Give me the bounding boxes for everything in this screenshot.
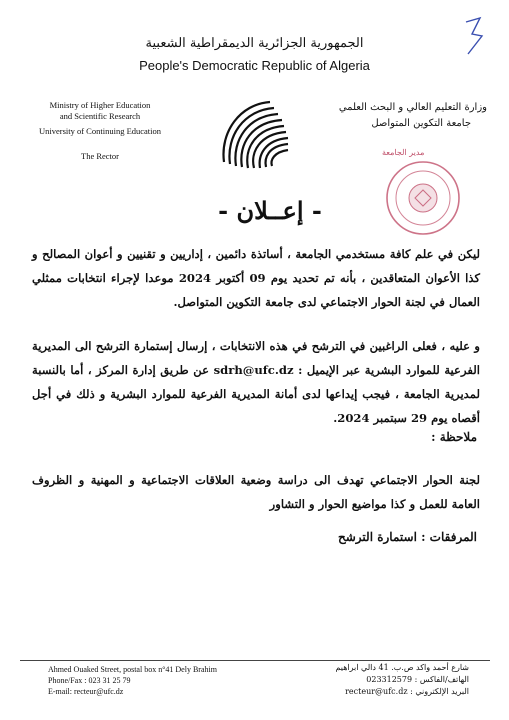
footer-right [335, 662, 469, 698]
republic-title-ar: الجمهورية الجزائرية الديمقراطية الشعبية [145, 36, 364, 51]
address-en: Ahmed Ouaked Street, postal box n°41 Dely Brahim [48, 665, 217, 674]
attachments-line: المرفقات : استمارة الترشح [338, 530, 477, 544]
rector-label: The Rector [81, 151, 119, 161]
phone-en: Phone/Fax : 023 31 25 79 [48, 676, 131, 685]
university-name: University of Continuing Education [38, 126, 162, 136]
signature-mark [460, 14, 492, 60]
announcement-title: - إعــلان - [218, 196, 322, 225]
stamp-icon [368, 150, 468, 240]
address-ar: شارع أحمد واكد ص.ب. 41 دالي ابراهيم [335, 663, 469, 672]
footer-left [48, 664, 217, 697]
republic-title-en: People's Democratic Republic of Algeria [139, 58, 370, 73]
ministry-ar: وزارة التعليم العالي و البحث العلمي [338, 102, 487, 113]
paragraph-1: ليكن في علم كافة مستخدمي الجامعة ، أساتذة دائمين ، إداريين و تقنيين و أعوان المصالح و كذا الأعوان المتعاقدين ، بأنه تم تحديد يوم 09 أكتوبر 2024 موعدا لإجراء انتخابات ممثلي العمال في لجنة الحوار الاجتماعي لدى جامعة التكوين المتواصل. [32, 247, 480, 309]
ministry-line1: Ministry of Higher Education [49, 100, 151, 110]
email-en: E-mail: recteur@ufc.dz [48, 687, 124, 696]
university-ar: جامعة التكوين المتواصل [371, 118, 471, 129]
note-text: لجنة الحوار الاجتماعي تهدف الى دراسة وضعية العلاقات الاجتماعية و المهنية و الظروف العامة للعمل و كذا مواضيع الحوار و التشاور [32, 473, 480, 511]
email-ar: البريد الإلكتروني : recteur@ufc.dz [345, 687, 469, 696]
phone-ar: الهاتف/الفاكس : 023312579 [366, 675, 469, 684]
ministry-line2: and Scientific Research [59, 111, 141, 121]
university-logo [210, 92, 298, 172]
right-header [317, 100, 487, 132]
note-label: ملاحظة : [431, 430, 477, 444]
footer-divider [20, 660, 490, 661]
paragraph-2: و عليه ، فعلى الراغبين في الترشح في هذه الانتخابات ، إرسال إستمارة الترشح الى المديرية الفرعية للموارد البشرية عبر الإيميل : sdrh@ufc.dz عن طريق إدارة المركز ، أما بالنسبة لمديرية الجامعة ، فيجب إيداعها لدى أمانة المديرية الفرعية للموارد البشرية و ذلك في أجل أقصاه يوم 29 سبتمبر 2024. [32, 339, 480, 425]
left-header [20, 100, 180, 162]
official-stamp [368, 150, 468, 240]
director-label: مدير الجامعة [382, 148, 425, 157]
